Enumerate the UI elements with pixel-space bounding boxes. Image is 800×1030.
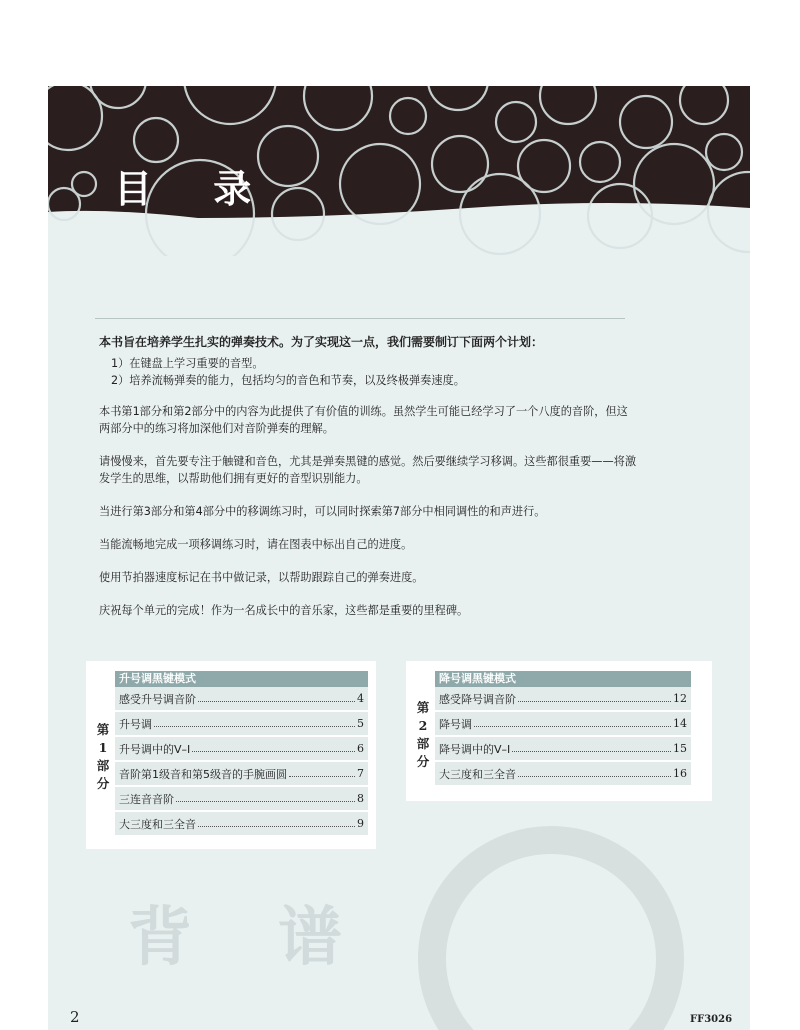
- toc-heading: 升号调黑键模式: [115, 671, 368, 687]
- part1-label: [94, 721, 112, 793]
- dot-leader: [474, 726, 671, 727]
- dot-leader: [176, 801, 355, 802]
- toc-entry-title: 升号调: [119, 717, 152, 731]
- toc-entry-title: 大三度和三全音: [439, 767, 516, 781]
- toc-entry-title: 音阶第1级音和第5级音的手腕画圆: [119, 767, 287, 781]
- intro-paragraph: 本书第1部分和第2部分中的内容为此提供了有价值的训练。虽然学生可能已经学习了一个八度的音阶，但这两部分中的练习将加深他们对音阶弹奏的理解。: [99, 405, 628, 435]
- catalog-code: FF3026: [690, 1014, 733, 1025]
- toc-entry-page: 6: [357, 742, 364, 755]
- dot-leader: [518, 701, 671, 702]
- part-label-char: 部: [96, 758, 110, 773]
- page-sheet: [48, 86, 750, 1030]
- toc-entry-page: 15: [673, 742, 687, 755]
- toc-entry[interactable]: [115, 812, 368, 837]
- toc-table: [435, 671, 691, 787]
- toc-entry-title: 三连音音阶: [119, 792, 174, 806]
- intro-paragraph: 庆祝每个单元的完成！作为一名成长中的音乐家，这些都是重要的里程碑。: [99, 604, 469, 617]
- part-label-char: 分: [96, 776, 110, 791]
- toc-entry[interactable]: [115, 762, 368, 787]
- toc-entry[interactable]: [115, 712, 368, 737]
- part-label-char: 1: [98, 740, 108, 755]
- watermark-char: 谱: [278, 900, 342, 975]
- toc-entry-page: 9: [357, 817, 364, 830]
- dot-leader: [198, 701, 355, 702]
- goal-list: [111, 355, 639, 389]
- part-label-char: 分: [416, 754, 430, 769]
- watermark-char: 背: [128, 900, 192, 975]
- toc-heading: 降号调黑键模式: [435, 671, 691, 687]
- header-band: [48, 86, 750, 256]
- part-label-char: 第: [96, 722, 110, 737]
- intro-paragraph: 请慢慢来，首先要专注于触键和音色，尤其是弹奏黑键的感觉。然后要继续学习移调。这些都很重要——将激发学生的思维，以帮助他们拥有更好的音型识别能力。: [99, 455, 637, 485]
- dot-leader: [192, 751, 355, 752]
- toc-entry-title: 大三度和三全音: [119, 817, 196, 831]
- toc-entry-title: 升号调中的V–I: [119, 742, 191, 756]
- dot-leader: [289, 776, 355, 777]
- toc-part1: [86, 661, 376, 849]
- dot-leader: [512, 751, 671, 752]
- watermark-ring: [418, 826, 684, 1030]
- toc-table: [115, 671, 368, 837]
- toc-entry[interactable]: [115, 737, 368, 762]
- toc-entry[interactable]: [115, 787, 368, 812]
- intro-paragraph: 当进行第3部分和第4部分中的移调练习时，可以同时探索第7部分中相同调性的和声进行。: [99, 505, 546, 518]
- toc-part2: [406, 661, 712, 801]
- page-number: 2: [70, 1008, 80, 1026]
- toc-entry-page: 14: [673, 717, 687, 730]
- toc-entry[interactable]: [435, 762, 691, 787]
- toc-entry-page: 16: [673, 767, 687, 780]
- toc-entry[interactable]: [435, 737, 691, 762]
- toc-entry-title: 降号调中的V–I: [439, 742, 511, 756]
- toc-entry-title: 感受升号调音阶: [119, 692, 196, 706]
- intro-paragraph: 当能流畅地完成一项移调练习时，请在图表中标出自己的进度。: [99, 538, 413, 551]
- dot-leader: [518, 776, 671, 777]
- toc-entry-page: 12: [673, 692, 687, 705]
- toc-entry-page: 7: [357, 767, 364, 780]
- intro-lead: 本书旨在培养学生扎实的弹奏技术。为了实现这一点，我们需要制订下面两个计划：: [99, 335, 544, 349]
- intro-paragraph: 使用节拍器速度标记在书中做记录，以帮助跟踪自己的弹奏进度。: [99, 571, 424, 584]
- intro-section: [99, 334, 639, 635]
- divider: [95, 318, 625, 319]
- toc-entry-page: 5: [357, 717, 364, 730]
- toc-entry-page: 4: [357, 692, 364, 705]
- part-label-char: 部: [416, 736, 430, 751]
- toc-entry[interactable]: [435, 687, 691, 712]
- dot-leader: [198, 826, 355, 827]
- toc-entry[interactable]: [115, 687, 368, 712]
- part-label-char: 第: [416, 700, 430, 715]
- toc-entry[interactable]: [435, 712, 691, 737]
- goal-item: 2）培养流畅弹奏的能力，包括均匀的音色和节奏，以及终极弹奏速度。: [111, 374, 465, 387]
- part-label-char: 2: [418, 718, 428, 733]
- part2-label: [414, 699, 432, 771]
- dot-leader: [154, 726, 355, 727]
- toc-entry-title: 降号调: [439, 717, 472, 731]
- page-title: 目 录: [114, 166, 276, 211]
- goal-item: 1）在键盘上学习重要的音型。: [111, 357, 264, 370]
- toc-entry-title: 感受降号调音阶: [439, 692, 516, 706]
- toc-entry-page: 8: [357, 792, 364, 805]
